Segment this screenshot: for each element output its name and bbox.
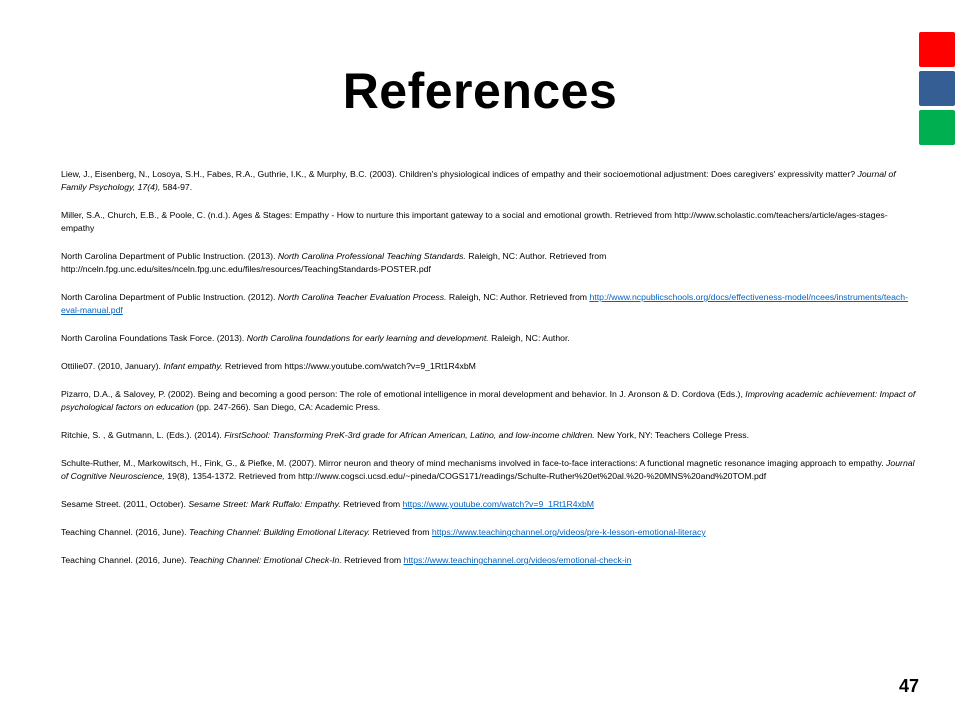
reference-title: Improving academic achievement: Impact of psychological factors on education	[61, 389, 916, 412]
reference-link[interactable]: https://www.youtube.com/watch?v=9_1Rt1R4xbM	[402, 499, 595, 509]
reference-text: North Carolina Department of Public Instruction. (2012).	[61, 292, 278, 302]
reference-list	[61, 168, 919, 582]
reference-entry	[61, 554, 919, 567]
reference-title: FirstSchool: Transforming PreK-3rd grade for African American, Latino, and low-income children.	[224, 430, 595, 440]
reference-text: Raleigh, NC: Author. Retrieved from	[446, 292, 590, 302]
reference-text: Ottilie07. (2010, January).	[61, 361, 164, 371]
reference-entry	[61, 209, 919, 235]
reference-entry	[61, 360, 919, 373]
reference-title: Teaching Channel: Emotional Check-In.	[188, 555, 342, 565]
reference-text: (pp. 247-266). San Diego, CA: Academic Press.	[193, 402, 381, 412]
reference-text: Retrieved from	[341, 555, 404, 565]
reference-text: Liew, J., Eisenberg, N., Losoya, S.H., Fabes, R.A., Guthrie, I.K., & Murphy, B.C. (2003). Children's physiological indices of empathy and their socioemotional adjustment: Does caregivers' expressivity matter?	[61, 169, 858, 179]
reference-link[interactable]: https://www.teachingchannel.org/videos/pre-k-lesson-emotional-literacy	[431, 527, 706, 537]
reference-entry	[61, 168, 919, 194]
red-square	[919, 32, 955, 67]
reference-text: Raleigh, NC: Author. Retrieved from http://nceln.fpg.unc.edu/sites/nceln.fpg.unc.edu/files/resources/TeachingStandards-POSTER.pdf	[61, 251, 607, 274]
reference-text: Pizarro, D.A., & Salovey, P. (2002). Being and becoming a good person: The role of emotional intelligence in moral development and behavior. In J. Aronson & D. Cordova (Eds.),	[61, 389, 746, 399]
reference-entry	[61, 332, 919, 345]
accent-squares	[919, 32, 955, 149]
reference-text: Retrieved from https://www.youtube.com/watch?v=9_1Rt1R4xbM	[222, 361, 476, 371]
reference-title: North Carolina Teacher Evaluation Process.	[277, 292, 447, 302]
reference-entry	[61, 291, 919, 317]
reference-entry	[61, 526, 919, 539]
page-number: 47	[898, 676, 919, 696]
reference-link[interactable]: http://www.ncpublicschools.org/docs/effectiveness-model/ncees/instruments/teach-eval-manual.pdf	[61, 292, 908, 315]
reference-title: Journal of Cognitive Neuroscience,	[61, 458, 915, 481]
reference-title: Journal of Family Psychology, 17(4),	[61, 169, 896, 192]
reference-text: 19(8), 1354-1372. Retrieved from http://www.cogsci.ucsd.edu/~pineda/COGS171/readings/Schulte-Ruther%20et%20al.%20-%20MNS%20and%20TOM.pdf	[164, 471, 767, 481]
reference-text: New York, NY: Teachers College Press.	[594, 430, 750, 440]
reference-text: Retrieved from	[370, 527, 432, 537]
page-title: References	[342, 63, 618, 119]
green-square	[919, 110, 955, 145]
reference-text: Ritchie, S. , & Gutmann, L. (Eds.). (2014).	[61, 430, 225, 440]
reference-link[interactable]: https://www.teachingchannel.org/videos/emotional-check-in	[403, 555, 632, 565]
reference-title: Infant empathy.	[163, 361, 223, 371]
reference-text: Raleigh, NC: Author.	[488, 333, 570, 343]
reference-title: North Carolina Professional Teaching Standards.	[277, 251, 466, 261]
reference-entry	[61, 457, 919, 483]
reference-title: Teaching Channel: Building Emotional Literacy.	[188, 527, 371, 537]
reference-title: North Carolina foundations for early learning and development.	[246, 333, 489, 343]
reference-text: Retrieved from	[340, 499, 403, 509]
reference-entry	[61, 250, 919, 276]
reference-text: North Carolina Foundations Task Force. (2013).	[61, 333, 247, 343]
reference-text: Schulte-Ruther, M., Markowitsch, H., Fink, G., & Piefke, M. (2007). Mirror neuron and theory of mind mechanisms involved in face-to-face interactions: A functional magnetic resonance imaging approach to empathy.	[61, 458, 887, 468]
reference-text: Sesame Street. (2011, October).	[61, 499, 189, 509]
reference-text: Miller, S.A., Church, E.B., & Poole, C. (n.d.). Ages & Stages: Empathy - How to nurture this important gateway to a social and emotional growth. Retrieved from http://www.scholastic.com/teachers/article/ages-stages-empathy	[61, 210, 888, 233]
reference-title: Sesame Street: Mark Ruffalo: Empathy.	[188, 499, 341, 509]
reference-entry	[61, 388, 919, 414]
reference-text: Teaching Channel. (2016, June).	[61, 527, 189, 537]
reference-entry	[61, 498, 919, 511]
reference-entry	[61, 429, 919, 442]
reference-text: Teaching Channel. (2016, June).	[61, 555, 189, 565]
reference-text: North Carolina Department of Public Instruction. (2013).	[61, 251, 278, 261]
reference-text: 584-97.	[160, 182, 193, 192]
blue-square	[919, 71, 955, 106]
